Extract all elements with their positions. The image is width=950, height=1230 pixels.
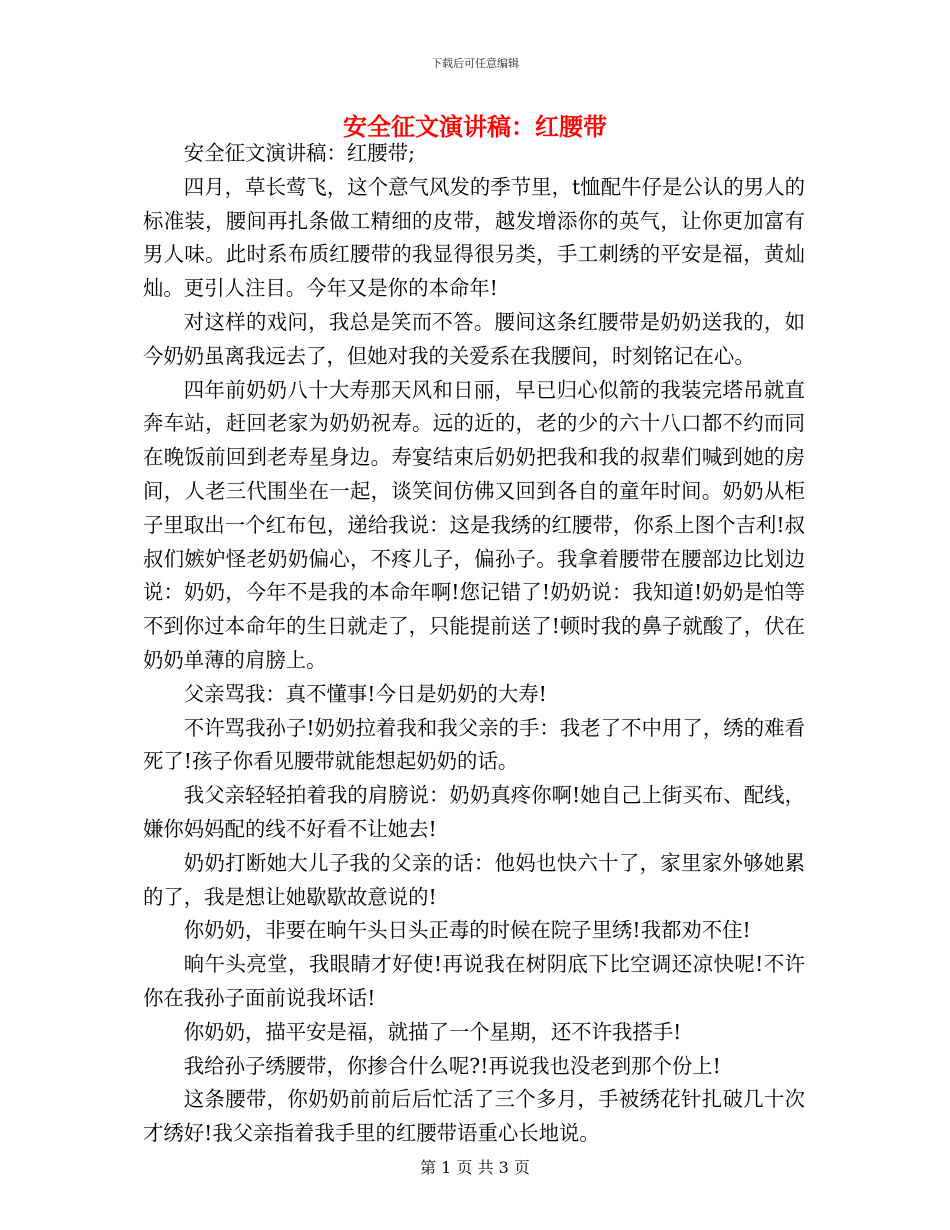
paragraph: 对这样的戏问，我总是笑而不答。腰间这条红腰带是奶奶送我的，如今奶奶虽离我远去了，但她对我的关爱系在我腰间，时刻铭记在心。 [143,309,805,368]
paragraph: 我父亲轻轻拍着我的肩膀说：奶奶真疼你啊!她自己上街买布、配线，嫌你妈妈配的线不好看不让她去! [143,783,805,841]
document-body [143,137,805,1151]
paragraph: 四月，草长莺飞，这个意气风发的季节里，t恤配牛仔是公认的男人的标准装，腰间再扎条做工精细的皮带，越发增添你的英气，让你更加富有男人味。此时系布质红腰带的我显得很另类，手工刺绣的平安是福，黄灿灿。更引人注目。今年又是你的本命年! [143,174,805,301]
paragraph: 不许骂我孙子!奶奶拉着我和我父亲的手：我老了不中用了，绣的难看死了!孩子你看见腰带就能想起奶奶的话。 [143,715,805,774]
paragraph: 父亲骂我：真不懂事!今日是奶奶的大寿! [183,681,547,706]
paragraph: 四年前奶奶八十大寿那天风和日丽，早已归心似箭的我装完塔吊就直奔车站，赶回老家为奶奶祝寿。远的近的，老的少的六十八口都不约而同在晚饭前回到老寿星身边。寿宴结束后奶奶把我和我的叔辈们喊到她的房间，人老三代围坐在一起，谈笑间仿佛又回到各自的童年时间。奶奶从柜子里取出一个红布包，递给我说：这是我绣的红腰带，你系上图个吉利!叔叔们嫉妒怪老奶奶偏心，不疼儿子，偏孙子。我拿着腰带在腰部边比划边说：奶奶，今年不是我的本命年啊!您记错了!奶奶说：我知道!奶奶是怕等不到你过本命年的生日就走了，只能提前送了!顿时我的鼻子就酸了，伏在奶奶单薄的肩膀上。 [143,377,805,672]
paragraph: 这条腰带，你奶奶前前后后忙活了三个多月，手被绣花针扎破几十次才绣好!我父亲指着我手里的红腰带语重心长地说。 [143,1087,805,1146]
paragraph: 奶奶打断她大儿子我的父亲的话：他妈也快六十了，家里家外够她累的了，我是想让她歇歇故意说的! [143,850,805,909]
paragraph: 我给孙子绣腰带，你掺合什么呢?!再说我也没老到那个份上! [183,1053,721,1078]
paragraph: 你奶奶，非要在晌午头日头正毒的时候在院子里绣!我都劝不住! [183,918,751,943]
paragraph: 晌午头亮堂，我眼睛才好使!再说我在树阴底下比空调还凉快呢!不许你在我孙子面前说我坏话! [143,952,805,1010]
document-title: 安全征文演讲稿：红腰带 [343,112,607,141]
paragraph: 安全征文演讲稿：红腰带; [183,141,415,165]
header-note: 下载后可任意编辑 [431,57,519,70]
paragraph: 你奶奶，描平安是福，就描了一个星期，还不许我搭手! [183,1019,682,1044]
page-number-footer: 第 1 页 共 3 页 [420,1158,530,1177]
